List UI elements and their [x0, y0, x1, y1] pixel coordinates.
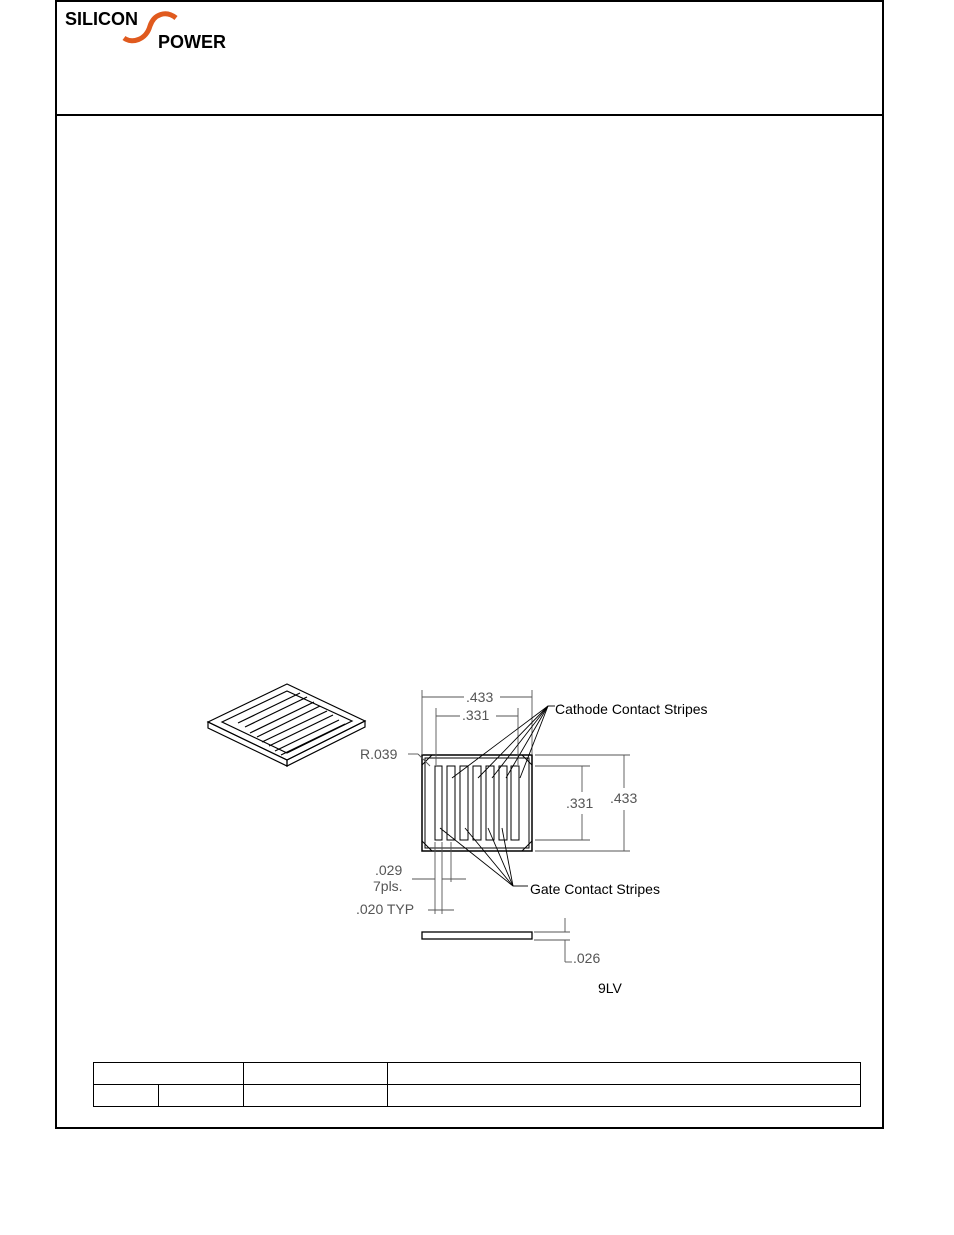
table-row — [94, 1063, 861, 1085]
table-cell — [388, 1063, 861, 1085]
top-view — [422, 755, 532, 851]
dim-corner-radius: R.039 — [360, 746, 398, 762]
logo-text-silicon: SILICON — [65, 9, 139, 29]
table-cell — [244, 1063, 388, 1085]
table-cell — [94, 1085, 159, 1107]
title-block-table — [93, 1062, 861, 1107]
side-view — [422, 932, 532, 939]
leader-lines — [440, 706, 555, 886]
dim-inner-height: .331 — [566, 795, 594, 811]
table-cell — [94, 1063, 244, 1085]
dim-outer-height: .433 — [610, 790, 638, 806]
dim-stripe-width: .020 TYP — [356, 901, 415, 917]
isometric-view — [208, 684, 365, 766]
label-cathode-contact-stripes: Cathode Contact Stripes — [555, 701, 708, 717]
logo-text-power: POWER — [158, 32, 227, 52]
dim-thickness: .026 — [573, 950, 601, 966]
dim-inner-width: .331 — [462, 707, 490, 723]
dim-stripe-count: 7pls. — [373, 878, 403, 894]
table-cell — [388, 1085, 861, 1107]
table-cell — [159, 1085, 244, 1107]
table-cell — [244, 1085, 388, 1107]
table-row — [94, 1085, 861, 1107]
dim-outer-width: .433 — [466, 689, 494, 705]
part-number: 9LV — [598, 980, 622, 996]
dim-stripe-pitch: .029 — [375, 862, 403, 878]
label-gate-contact-stripes: Gate Contact Stripes — [530, 881, 660, 897]
